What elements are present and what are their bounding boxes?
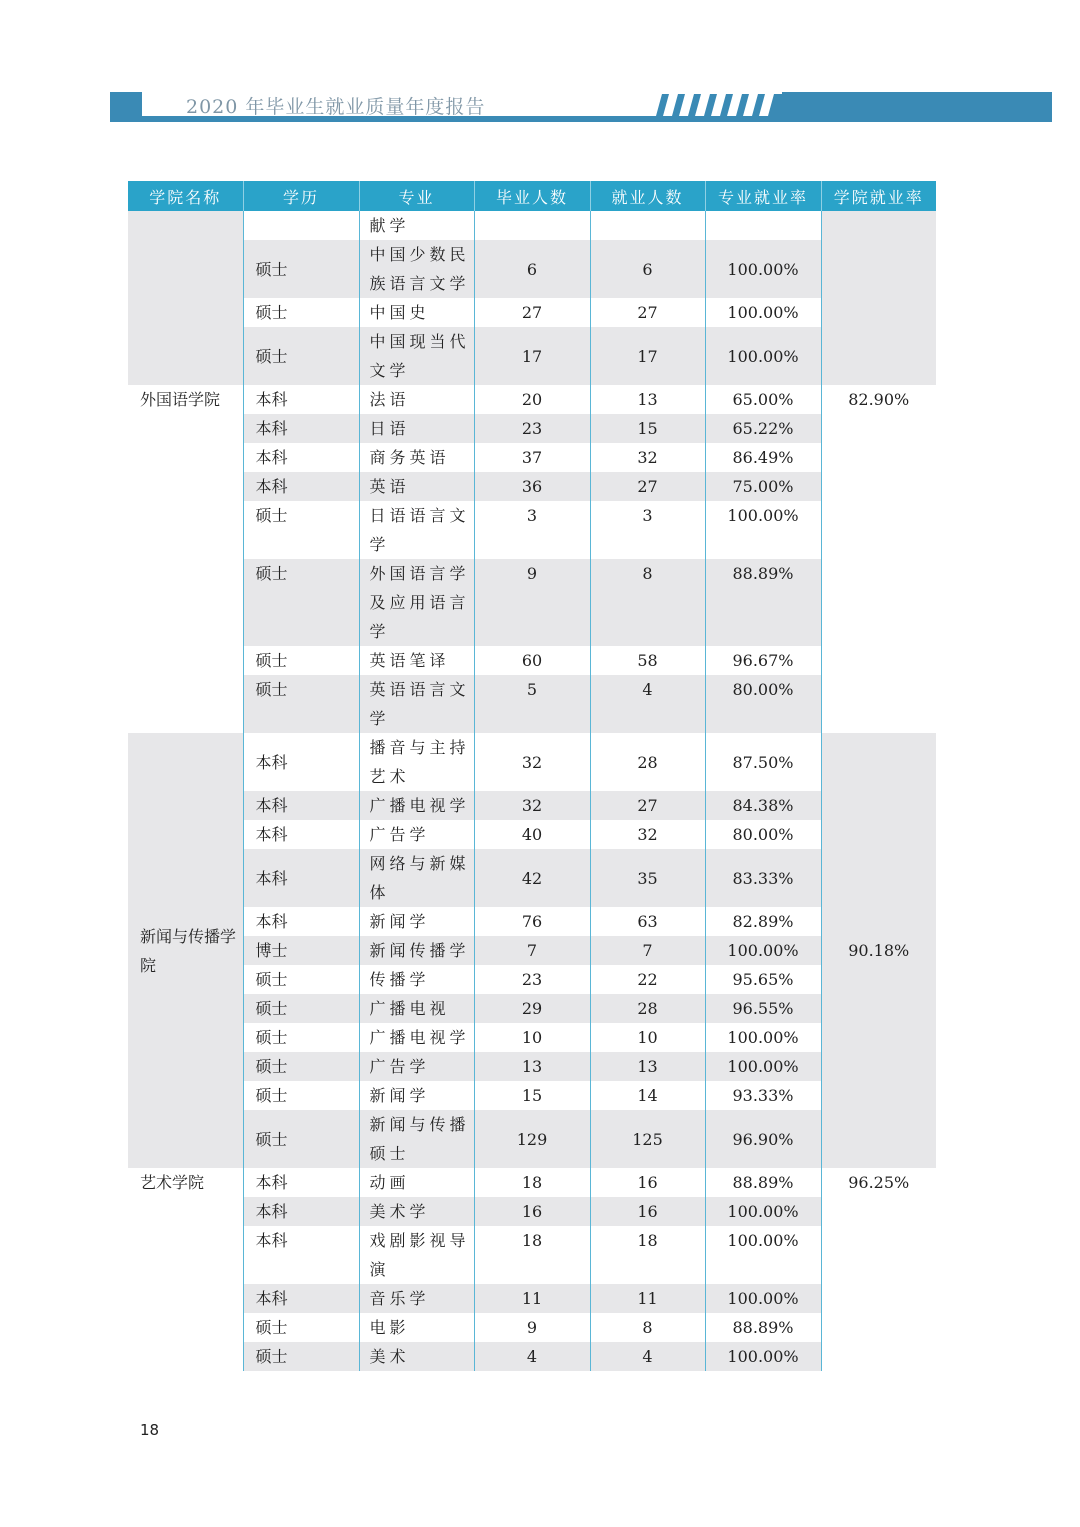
- major-rate-cell: 95.65%: [705, 965, 821, 994]
- major-cell: 新闻传播学: [359, 936, 474, 965]
- major-rate-cell: 93.33%: [705, 1081, 821, 1110]
- employed-cell: 14: [590, 1081, 705, 1110]
- table-row: [128, 559, 936, 646]
- major-cell: 中国史: [359, 298, 474, 327]
- major-cell: 英语: [359, 472, 474, 501]
- table-row: [128, 936, 936, 965]
- degree-cell: 硕士: [243, 1081, 359, 1110]
- employed-cell: 27: [590, 791, 705, 820]
- major-rate-cell: 86.49%: [705, 443, 821, 472]
- banner-stripes-decoration: [650, 94, 790, 116]
- graduates-cell: 32: [474, 733, 590, 791]
- graduates-cell: 60: [474, 646, 590, 675]
- employed-cell: 4: [590, 675, 705, 733]
- major-rate-cell: 100.00%: [705, 1052, 821, 1081]
- graduates-cell: 9: [474, 1313, 590, 1342]
- major-cell: 广告学: [359, 820, 474, 849]
- employment-table: [128, 181, 936, 1371]
- major-cell: 动画: [359, 1168, 474, 1197]
- table-row: [128, 501, 936, 559]
- table-row: [128, 675, 936, 733]
- degree-cell: 本科: [243, 1284, 359, 1313]
- employed-cell: 15: [590, 414, 705, 443]
- major-rate-cell: 80.00%: [705, 675, 821, 733]
- major-rate-cell: 84.38%: [705, 791, 821, 820]
- employed-cell: 28: [590, 733, 705, 791]
- major-cell: 中国少数民族语言文学: [359, 240, 474, 298]
- table-row: [128, 472, 936, 501]
- table-row: [128, 733, 936, 791]
- employed-cell: 32: [590, 820, 705, 849]
- major-cell: 外国语言学及应用语言学: [359, 559, 474, 646]
- table-row: [128, 414, 936, 443]
- employed-cell: 13: [590, 1052, 705, 1081]
- table-row: [128, 385, 936, 414]
- col-header-graduates: 毕业人数: [474, 181, 590, 211]
- banner-right-block: [782, 92, 1052, 122]
- table-row: [128, 327, 936, 385]
- major-cell: 中国现当代文学: [359, 327, 474, 385]
- major-cell: 新闻学: [359, 907, 474, 936]
- employed-cell: 63: [590, 907, 705, 936]
- major-cell: 广播电视学: [359, 791, 474, 820]
- major-rate-cell: 88.89%: [705, 559, 821, 646]
- major-cell: 音乐学: [359, 1284, 474, 1313]
- employed-cell: 13: [590, 385, 705, 414]
- major-rate-cell: 80.00%: [705, 820, 821, 849]
- graduates-cell: 13: [474, 1052, 590, 1081]
- college-rate-cell: 90.18%: [821, 733, 936, 1168]
- degree-cell: 本科: [243, 414, 359, 443]
- employed-cell: 11: [590, 1284, 705, 1313]
- employed-cell: 10: [590, 1023, 705, 1052]
- major-cell: 网络与新媒体: [359, 849, 474, 907]
- graduates-cell: [474, 211, 590, 240]
- major-rate-cell: 75.00%: [705, 472, 821, 501]
- major-rate-cell: 100.00%: [705, 327, 821, 385]
- degree-cell: 硕士: [243, 1313, 359, 1342]
- graduates-cell: 18: [474, 1226, 590, 1284]
- employed-cell: 18: [590, 1226, 705, 1284]
- table-row: [128, 820, 936, 849]
- employed-cell: 16: [590, 1197, 705, 1226]
- report-title: 2020 年毕业生就业质量年度报告: [186, 96, 486, 118]
- table-header-row: [128, 181, 936, 211]
- major-rate-cell: [705, 211, 821, 240]
- table-row: [128, 443, 936, 472]
- table-row: [128, 1110, 936, 1168]
- major-rate-cell: 88.89%: [705, 1313, 821, 1342]
- graduates-cell: 40: [474, 820, 590, 849]
- degree-cell: 硕士: [243, 501, 359, 559]
- major-cell: 日语: [359, 414, 474, 443]
- major-cell: 美术: [359, 1342, 474, 1371]
- major-cell: 新闻与传播硕士: [359, 1110, 474, 1168]
- degree-cell: 本科: [243, 733, 359, 791]
- graduates-cell: 29: [474, 994, 590, 1023]
- major-cell: 广告学: [359, 1052, 474, 1081]
- col-header-major-rate: 专业就业率: [705, 181, 821, 211]
- major-rate-cell: 100.00%: [705, 1197, 821, 1226]
- major-cell: 法语: [359, 385, 474, 414]
- employed-cell: 28: [590, 994, 705, 1023]
- table-row: [128, 907, 936, 936]
- graduates-cell: 42: [474, 849, 590, 907]
- employed-cell: 17: [590, 327, 705, 385]
- major-cell: 广播电视: [359, 994, 474, 1023]
- college-name-cell: 新闻与传播学院: [128, 733, 243, 1168]
- degree-cell: 硕士: [243, 327, 359, 385]
- major-cell: 传播学: [359, 965, 474, 994]
- degree-cell: 硕士: [243, 646, 359, 675]
- degree-cell: 本科: [243, 1226, 359, 1284]
- table-row: [128, 791, 936, 820]
- major-cell: 英语语言文学: [359, 675, 474, 733]
- major-cell: 戏剧影视导演: [359, 1226, 474, 1284]
- degree-cell: 硕士: [243, 298, 359, 327]
- graduates-cell: 11: [474, 1284, 590, 1313]
- table-row: [128, 849, 936, 907]
- graduates-cell: 7: [474, 936, 590, 965]
- major-rate-cell: 88.89%: [705, 1168, 821, 1197]
- degree-cell: 本科: [243, 849, 359, 907]
- major-rate-cell: 96.55%: [705, 994, 821, 1023]
- employed-cell: 27: [590, 472, 705, 501]
- table-row: [128, 965, 936, 994]
- graduates-cell: 129: [474, 1110, 590, 1168]
- major-rate-cell: 100.00%: [705, 1342, 821, 1371]
- degree-cell: 硕士: [243, 559, 359, 646]
- table-row: [128, 1197, 936, 1226]
- graduates-cell: 76: [474, 907, 590, 936]
- major-rate-cell: 96.90%: [705, 1110, 821, 1168]
- employed-cell: 3: [590, 501, 705, 559]
- graduates-cell: 27: [474, 298, 590, 327]
- degree-cell: 硕士: [243, 1052, 359, 1081]
- major-cell: 新闻学: [359, 1081, 474, 1110]
- major-rate-cell: 83.33%: [705, 849, 821, 907]
- major-rate-cell: 100.00%: [705, 298, 821, 327]
- major-rate-cell: 100.00%: [705, 1023, 821, 1052]
- employed-cell: 4: [590, 1342, 705, 1371]
- major-cell: 广播电视学: [359, 1023, 474, 1052]
- major-rate-cell: 100.00%: [705, 1226, 821, 1284]
- table-row: [128, 646, 936, 675]
- degree-cell: 硕士: [243, 675, 359, 733]
- degree-cell: 本科: [243, 907, 359, 936]
- degree-cell: 硕士: [243, 240, 359, 298]
- employed-cell: [590, 211, 705, 240]
- degree-cell: 本科: [243, 1197, 359, 1226]
- graduates-cell: 6: [474, 240, 590, 298]
- graduates-cell: 5: [474, 675, 590, 733]
- col-header-employed: 就业人数: [590, 181, 705, 211]
- degree-cell: 本科: [243, 1168, 359, 1197]
- graduates-cell: 4: [474, 1342, 590, 1371]
- table-row: [128, 1052, 936, 1081]
- table-row: [128, 211, 936, 240]
- graduates-cell: 36: [474, 472, 590, 501]
- major-cell: 商务英语: [359, 443, 474, 472]
- degree-cell: 本科: [243, 820, 359, 849]
- major-cell: 献学: [359, 211, 474, 240]
- degree-cell: 本科: [243, 385, 359, 414]
- graduates-cell: 10: [474, 1023, 590, 1052]
- graduates-cell: 37: [474, 443, 590, 472]
- employed-cell: 22: [590, 965, 705, 994]
- table-row: [128, 1168, 936, 1197]
- college-rate-cell: [821, 211, 936, 385]
- table-row: [128, 298, 936, 327]
- report-header-banner: [110, 92, 1052, 122]
- major-rate-cell: 82.89%: [705, 907, 821, 936]
- graduates-cell: 23: [474, 965, 590, 994]
- employed-cell: 6: [590, 240, 705, 298]
- employed-cell: 27: [590, 298, 705, 327]
- table-row: [128, 1313, 936, 1342]
- degree-cell: 硕士: [243, 965, 359, 994]
- employed-cell: 7: [590, 936, 705, 965]
- college-name-cell: 艺术学院: [128, 1168, 243, 1371]
- table-row: [128, 1226, 936, 1284]
- degree-cell: 本科: [243, 443, 359, 472]
- table-row: [128, 1342, 936, 1371]
- degree-cell: 硕士: [243, 994, 359, 1023]
- major-rate-cell: 100.00%: [705, 501, 821, 559]
- major-cell: 美术学: [359, 1197, 474, 1226]
- employed-cell: 8: [590, 1313, 705, 1342]
- page-number: 18: [140, 1421, 160, 1439]
- graduates-cell: 18: [474, 1168, 590, 1197]
- graduates-cell: 9: [474, 559, 590, 646]
- major-rate-cell: 96.67%: [705, 646, 821, 675]
- employed-cell: 32: [590, 443, 705, 472]
- graduates-cell: 20: [474, 385, 590, 414]
- graduates-cell: 17: [474, 327, 590, 385]
- col-header-degree: 学历: [243, 181, 359, 211]
- major-rate-cell: 87.50%: [705, 733, 821, 791]
- graduates-cell: 16: [474, 1197, 590, 1226]
- major-cell: 电影: [359, 1313, 474, 1342]
- degree-cell: 硕士: [243, 1023, 359, 1052]
- graduates-cell: 15: [474, 1081, 590, 1110]
- table-row: [128, 1023, 936, 1052]
- major-rate-cell: 65.00%: [705, 385, 821, 414]
- major-rate-cell: 100.00%: [705, 936, 821, 965]
- col-header-college: 学院名称: [128, 181, 243, 211]
- degree-cell: 博士: [243, 936, 359, 965]
- table-row: [128, 1284, 936, 1313]
- graduates-cell: 3: [474, 501, 590, 559]
- table-row: [128, 1081, 936, 1110]
- college-rate-cell: 82.90%: [821, 385, 936, 733]
- col-header-college-rate: 学院就业率: [821, 181, 936, 211]
- major-cell: 日语语言文学: [359, 501, 474, 559]
- degree-cell: [243, 211, 359, 240]
- col-header-major: 专业: [359, 181, 474, 211]
- college-name-cell: [128, 211, 243, 385]
- degree-cell: 本科: [243, 791, 359, 820]
- degree-cell: 硕士: [243, 1342, 359, 1371]
- college-rate-cell: 96.25%: [821, 1168, 936, 1371]
- degree-cell: 硕士: [243, 1110, 359, 1168]
- employed-cell: 125: [590, 1110, 705, 1168]
- major-cell: 英语笔译: [359, 646, 474, 675]
- employed-cell: 8: [590, 559, 705, 646]
- degree-cell: 本科: [243, 472, 359, 501]
- major-rate-cell: 100.00%: [705, 1284, 821, 1313]
- table-row: [128, 240, 936, 298]
- major-cell: 播音与主持艺术: [359, 733, 474, 791]
- employed-cell: 58: [590, 646, 705, 675]
- major-rate-cell: 65.22%: [705, 414, 821, 443]
- graduates-cell: 32: [474, 791, 590, 820]
- graduates-cell: 23: [474, 414, 590, 443]
- table-row: [128, 994, 936, 1023]
- employed-cell: 16: [590, 1168, 705, 1197]
- college-name-cell: 外国语学院: [128, 385, 243, 733]
- employed-cell: 35: [590, 849, 705, 907]
- major-rate-cell: 100.00%: [705, 240, 821, 298]
